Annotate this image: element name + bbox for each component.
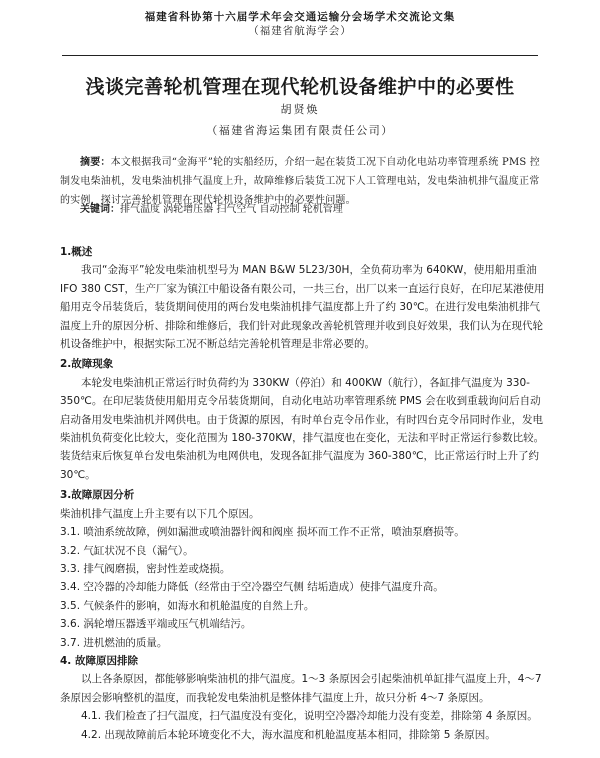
abstract-label: 摘要：: [80, 157, 111, 168]
list-item: 3.3. 排气阀磨损，密封性差或烧损。: [60, 562, 231, 575]
list-item: 3.1. 喷油系统故障，例如漏泄或喷油器针阀和阀座 损坏而工作不正常，喷油泵磨损等。: [60, 526, 465, 539]
conference-name: 福建省科协第十六届学术年会交通运输分会场学术交流论文集: [144, 11, 456, 23]
author-name: 胡贤焕: [280, 103, 320, 116]
list-item: 3.4. 空冷器的冷却能力降低（经常由于空冷器空气侧 结垢造成）使排气温度升高。: [60, 581, 444, 594]
section-paragraph: 我司“金海平”轮发电柴油机型号为 MAN B&W 5L23/30H，全负荷功率为 640KW，使用船用重油 IFO 380 CST，生产厂家为镇江中船设备有限公司，一共三台，出厂以来一直运行良好，在印尼某港使用船用克令吊装货后，装货期间使用的两台发电柴油机排气温度都上升了约 30℃。在进行发电柴油机排气温度上升的原因分析、排除和维修后，我们针对此现象改善轮机管理并收到良好效果，我们认为在现代轮机设备维护中，根据实际工况不断总结完善轮机管理是非常必要的。: [60, 264, 545, 351]
section-heading: 3.故障原因分析: [60, 489, 135, 502]
keywords-text: 排气温度 涡轮增压器 扫气空气 自动控制 轮机管理: [120, 204, 343, 215]
paper-page: [0, 10, 600, 758]
list-item: 3.2. 气缸状况不良（漏气）。: [60, 544, 194, 557]
keywords: [80, 202, 540, 218]
author-affiliation: （福建省海运集团有限责任公司）: [206, 124, 394, 137]
list-item: 4.1. 我们检查了扫气温度，扫气温度没有变化，说明空冷器冷却能力没有变差，排除第 4 条原因。: [81, 710, 538, 723]
abstract-text: 本文根据我司“金海平”轮的实船经历，介绍一起在装货工况下自动化电站功率管理系统 PMS 控制发电柴油机，发电柴油机排气温度上升，故障维修后装货工况下人工管理电站，发电柴油机排气温度正常的实例，探讨完善轮机管理在现代轮机设备维护中的必要性问题。: [60, 157, 541, 206]
paper-title: 浅谈完善轮机管理在现代轮机设备维护中的必要性: [85, 76, 515, 98]
organizer-name: （福建省航海学会）: [248, 25, 352, 37]
keywords-label: 关键词：: [80, 204, 120, 215]
paper-body: [60, 240, 545, 744]
section-paragraph: 柴油机排气温度上升主要有以下几个原因。: [60, 507, 260, 520]
section-heading: 4. 故障原因排除: [60, 654, 138, 667]
section-paragraph: 本轮发电柴油机正常运行时负荷约为 330KW（停泊）和 400KW（航行），各缸排气温度为 330-350℃。在印尼装货使用船用克令吊装货期间，自动化电站功率管理系统 PMS 会在收到重载询问后自动启动备用发电柴油机并网供电。由于货源的原因，有时单台克令吊作业，有时四台克令吊同时作业，发电柴油机负荷变化比较大，变化范围为 180-370KW，排气温度也在变化，无法和平时正常运行参数比较。装货结束后恢复单台发电柴油机为电网供电，发现各缸排气温度为 360-380℃，比正常运行时上升了约 30℃。: [60, 376, 545, 481]
list-item: 3.5. 气候条件的影响，如海水和机舱温度的自然上升。: [60, 599, 315, 612]
section-heading: 2.故障现象: [60, 358, 114, 371]
list-item: 3.7. 进机燃油的质量。: [60, 636, 168, 649]
section-paragraph: 以上各条原因，都能够影响柴油机的排气温度。1～3 条原因会引起柴油机单缸排气温度上升，4～7 条原因会影响整机的温度，而我轮发电柴油机是整体排气温度上升，故只分析 4～7 条原因。: [60, 673, 542, 704]
header-rule: [62, 55, 538, 56]
list-item: 4.2. 出现故障前后本轮环境变化不大，海水温度和机舱温度基本相同，排除第 5 条原因。: [81, 728, 496, 741]
section-heading: 1.概述: [60, 246, 93, 258]
list-item: 3.6. 涡轮增压器透平端或压气机端结污。: [60, 618, 252, 631]
